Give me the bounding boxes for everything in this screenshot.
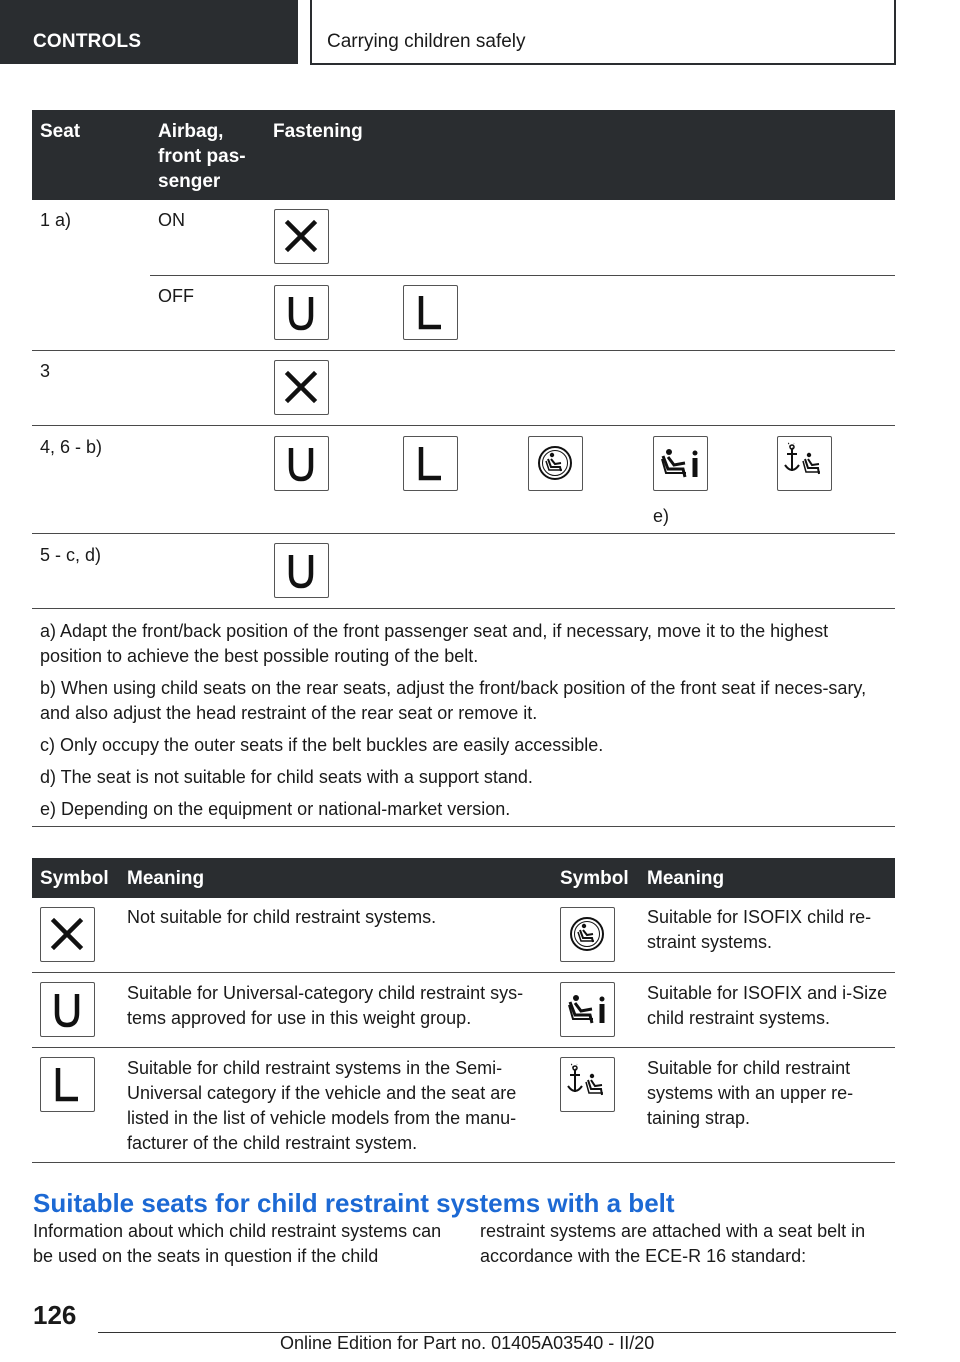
paragraph-col1: Information about which child restraint systems can be used on the seats in question if the child bbox=[33, 1221, 442, 1266]
row-divider bbox=[32, 972, 895, 973]
note-e: e) Depending on the equipment or national-market version. bbox=[40, 799, 511, 819]
airbag-cell: ON bbox=[158, 210, 185, 230]
meaning-text: Suitable for child restraint systems in the Semi-Universal category if the vehicle and the seat are listed in the list of vehicle models from the manu-facturer of the child restraint system. bbox=[127, 1058, 517, 1153]
chapter-label: Carrying children safely bbox=[327, 31, 526, 52]
cross-icon bbox=[40, 907, 95, 962]
header-fastening: Fastening bbox=[273, 121, 363, 142]
letter-l-icon bbox=[40, 1057, 95, 1112]
header-meaning: Meaning bbox=[647, 868, 725, 889]
note-d: d) The seat is not suitable for child seats with a support stand. bbox=[40, 767, 533, 787]
letter-u-icon bbox=[274, 436, 329, 491]
header-meaning: Meaning bbox=[127, 868, 205, 889]
letter-u-icon bbox=[274, 285, 329, 340]
cross-icon bbox=[274, 360, 329, 415]
row-divider bbox=[32, 608, 895, 609]
letter-l-icon bbox=[403, 436, 458, 491]
header-seat: Seat bbox=[40, 121, 81, 142]
meaning-text: Suitable for ISOFIX and i-Size child restraint systems. bbox=[647, 983, 888, 1028]
note-a: a) Adapt the front/back position of the front passenger seat and, if necessary, move it to the highest position to achieve the best possible routing of the belt. bbox=[40, 621, 829, 666]
child-seat-table bbox=[32, 110, 895, 200]
isize-icon bbox=[653, 436, 708, 491]
top-tether-icon bbox=[777, 436, 832, 491]
seat-cell: 1 a) bbox=[40, 210, 72, 230]
cross-icon bbox=[274, 209, 329, 264]
header-airbag: Airbag, front pas- senger bbox=[158, 121, 246, 192]
letter-u-icon bbox=[274, 543, 329, 598]
isofix-icon bbox=[528, 436, 583, 491]
meaning-text: Not suitable for child restraint systems. bbox=[127, 907, 437, 927]
meaning-text: Suitable for ISOFIX child re-straint systems. bbox=[647, 907, 872, 952]
airbag-cell: OFF bbox=[158, 286, 194, 306]
letter-l-icon bbox=[403, 285, 458, 340]
note-c: c) Only occupy the outer seats if the belt buckles are easily accessible. bbox=[40, 735, 604, 755]
header-symbol: Symbol bbox=[560, 868, 629, 889]
meaning-text: Suitable for Universal-category child restraint sys-tems approved for use in this weight group. bbox=[127, 983, 524, 1028]
section-tab bbox=[0, 0, 298, 64]
paragraph-col2: restraint systems are attached with a seat belt in accordance with the ECE-R 16 standard: bbox=[480, 1221, 866, 1266]
seat-cell: 3 bbox=[40, 361, 51, 381]
row-divider bbox=[150, 275, 895, 276]
row-divider bbox=[32, 350, 895, 351]
header-symbol: Symbol bbox=[40, 868, 109, 889]
section-heading: Suitable seats for child restraint systems with a belt bbox=[33, 1188, 675, 1218]
page-number: 126 bbox=[33, 1300, 77, 1330]
chapter-tab bbox=[310, 0, 896, 65]
table-notes bbox=[40, 619, 885, 829]
symbol-table-header bbox=[32, 858, 895, 898]
edition-label: Online Edition for Part no. 01405A03540 - II/20 bbox=[280, 1333, 655, 1353]
seat-cell: 5 - c, d) bbox=[40, 545, 102, 565]
section-label: CONTROLS bbox=[33, 31, 142, 52]
notes-divider bbox=[32, 826, 895, 827]
isize-icon bbox=[560, 982, 615, 1037]
row-divider bbox=[32, 1162, 895, 1163]
isofix-icon bbox=[560, 907, 615, 962]
note-b: b) When using child seats on the rear seats, adjust the front/back position of the front seat if neces-sary, and also adjust the head restraint of the rear seat or remove it. bbox=[40, 678, 867, 723]
row-divider bbox=[32, 533, 895, 534]
top-tether-icon bbox=[560, 1057, 615, 1112]
row-divider bbox=[32, 425, 895, 426]
table-header bbox=[32, 110, 895, 200]
row-divider bbox=[32, 1047, 895, 1048]
seat-cell: 4, 6 - b) bbox=[40, 437, 103, 457]
footnote-marker: e) bbox=[653, 506, 670, 526]
letter-u-icon bbox=[40, 982, 95, 1037]
meaning-text: Suitable for child restraint systems with an upper re-taining strap. bbox=[647, 1058, 854, 1128]
